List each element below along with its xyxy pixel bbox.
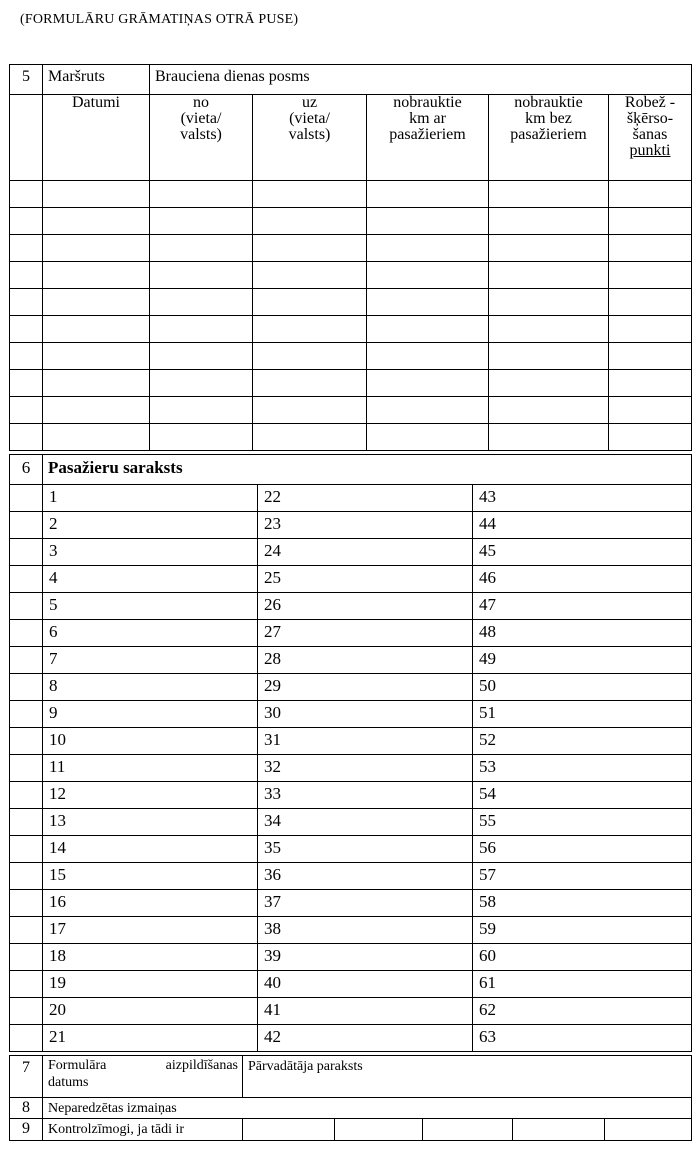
passenger-row-spacer [10, 539, 43, 566]
passenger-row [10, 539, 692, 566]
passenger-entry[interactable]: 12 [43, 782, 258, 809]
passenger-row [10, 863, 692, 890]
passenger-entry[interactable]: 28 [258, 647, 473, 674]
passenger-row-spacer [10, 728, 43, 755]
route-cell[interactable] [43, 235, 150, 262]
route-row [10, 235, 692, 262]
passenger-entry[interactable]: 39 [258, 944, 473, 971]
passenger-entry[interactable]: 18 [43, 944, 258, 971]
passenger-entry[interactable]: 10 [43, 728, 258, 755]
passenger-row-spacer [10, 836, 43, 863]
passenger-entry[interactable]: 33 [258, 782, 473, 809]
section-5-number: 5 [10, 65, 43, 95]
passenger-row [10, 944, 692, 971]
route-cell[interactable] [609, 343, 692, 370]
passenger-entry[interactable]: 6 [43, 620, 258, 647]
passenger-row-spacer [10, 1025, 43, 1052]
passenger-entry[interactable]: 9 [43, 701, 258, 728]
passenger-row-spacer [10, 755, 43, 782]
route-cell[interactable] [609, 208, 692, 235]
passenger-entry[interactable]: 53 [473, 755, 692, 782]
passenger-rows [10, 485, 692, 1052]
passenger-entry[interactable]: 25 [258, 566, 473, 593]
route-cell[interactable] [489, 343, 609, 370]
route-cell[interactable] [150, 289, 253, 316]
passenger-entry[interactable]: 24 [258, 539, 473, 566]
passenger-entry[interactable]: 50 [473, 674, 692, 701]
col-dates: Datumi [43, 95, 150, 181]
stamp-cell[interactable] [513, 1119, 605, 1141]
route-row [10, 424, 692, 451]
passenger-entry[interactable]: 37 [258, 890, 473, 917]
passenger-entry[interactable]: 1 [43, 485, 258, 512]
route-cell[interactable] [367, 397, 489, 424]
route-row [10, 208, 692, 235]
route-cell[interactable] [367, 235, 489, 262]
passenger-entry[interactable]: 26 [258, 593, 473, 620]
route-cell[interactable] [609, 370, 692, 397]
route-cell[interactable] [489, 235, 609, 262]
route-cell[interactable] [150, 424, 253, 451]
passenger-entry[interactable]: 54 [473, 782, 692, 809]
passenger-row [10, 647, 692, 674]
passenger-entry[interactable]: 44 [473, 512, 692, 539]
passenger-row [10, 701, 692, 728]
route-row-spacer [10, 343, 43, 370]
passenger-row [10, 998, 692, 1025]
passenger-row [10, 674, 692, 701]
passenger-row-spacer [10, 593, 43, 620]
route-cell[interactable] [253, 424, 367, 451]
passenger-entry[interactable]: 40 [258, 971, 473, 998]
passenger-entry[interactable]: 52 [473, 728, 692, 755]
route-cell[interactable] [367, 343, 489, 370]
passenger-entry[interactable]: 47 [473, 593, 692, 620]
route-row [10, 397, 692, 424]
stamp-cell[interactable] [335, 1119, 423, 1141]
passenger-entry[interactable]: 4 [43, 566, 258, 593]
passenger-entry[interactable]: 20 [43, 998, 258, 1025]
route-cell[interactable] [367, 370, 489, 397]
route-row [10, 370, 692, 397]
passenger-entry[interactable]: 41 [258, 998, 473, 1025]
passenger-entry[interactable]: 2 [43, 512, 258, 539]
route-cell[interactable] [609, 397, 692, 424]
passenger-entry[interactable]: 7 [43, 647, 258, 674]
route-cell[interactable] [489, 370, 609, 397]
passenger-row [10, 512, 692, 539]
unforeseen-changes-field[interactable]: Neparedzētas izmaiņas [43, 1098, 692, 1119]
passenger-row-spacer [10, 647, 43, 674]
fill-date-label: Formulāra aizpildīšanas datums [43, 1056, 243, 1098]
route-cell[interactable] [489, 397, 609, 424]
stamp-cell[interactable] [423, 1119, 513, 1141]
route-cell[interactable] [43, 181, 150, 208]
passenger-row [10, 917, 692, 944]
section-8-number: 8 [10, 1098, 43, 1119]
route-cell[interactable] [150, 343, 253, 370]
route-label: Maršruts [43, 65, 150, 95]
route-cell[interactable] [150, 235, 253, 262]
passenger-row-spacer [10, 971, 43, 998]
passenger-entry[interactable]: 48 [473, 620, 692, 647]
passenger-entry[interactable]: 45 [473, 539, 692, 566]
passenger-entry[interactable]: 59 [473, 917, 692, 944]
route-cell[interactable] [489, 262, 609, 289]
passenger-entry[interactable]: 57 [473, 863, 692, 890]
passenger-entry[interactable]: 58 [473, 890, 692, 917]
passenger-entry[interactable]: 5 [43, 593, 258, 620]
passenger-row-spacer [10, 512, 43, 539]
route-cell[interactable] [489, 424, 609, 451]
passenger-row-spacer [10, 890, 43, 917]
route-row-spacer [10, 208, 43, 235]
passenger-entry[interactable]: 60 [473, 944, 692, 971]
passenger-entry[interactable]: 11 [43, 755, 258, 782]
route-cell[interactable] [609, 424, 692, 451]
passenger-row [10, 782, 692, 809]
route-cell[interactable] [253, 316, 367, 343]
passenger-row [10, 809, 692, 836]
passenger-entry[interactable]: 51 [473, 701, 692, 728]
route-cell[interactable] [253, 208, 367, 235]
passenger-row-spacer [10, 674, 43, 701]
route-cell[interactable] [150, 208, 253, 235]
passenger-row [10, 1025, 692, 1052]
route-cell[interactable] [150, 397, 253, 424]
route-row [10, 181, 692, 208]
page-title: (FORMULĀRU GRĀMATIŅAS OTRĀ PUSE) [20, 12, 299, 27]
passenger-entry[interactable]: 62 [473, 998, 692, 1025]
route-cell[interactable] [609, 235, 692, 262]
passenger-list-title: Pasažieru saraksts [43, 455, 692, 485]
passenger-entry[interactable]: 46 [473, 566, 692, 593]
passenger-entry[interactable]: 16 [43, 890, 258, 917]
passenger-entry[interactable]: 27 [258, 620, 473, 647]
route-cell[interactable] [609, 181, 692, 208]
route-cell[interactable] [43, 262, 150, 289]
passenger-row [10, 620, 692, 647]
route-cell[interactable] [367, 316, 489, 343]
route-cell[interactable] [43, 208, 150, 235]
col-to: uz (vieta/ valsts) [253, 95, 367, 181]
route-cell[interactable] [489, 289, 609, 316]
passenger-row [10, 728, 692, 755]
route-cell[interactable] [253, 181, 367, 208]
passenger-row-spacer [10, 701, 43, 728]
passenger-entry[interactable]: 56 [473, 836, 692, 863]
route-cell[interactable] [367, 424, 489, 451]
route-row-spacer [10, 397, 43, 424]
header-spacer [10, 95, 43, 181]
route-cell[interactable] [367, 208, 489, 235]
route-row [10, 262, 692, 289]
route-cell[interactable] [367, 181, 489, 208]
passenger-entry[interactable]: 36 [258, 863, 473, 890]
passenger-row-spacer [10, 782, 43, 809]
route-row-spacer [10, 262, 43, 289]
passenger-entry[interactable]: 38 [258, 917, 473, 944]
route-cell[interactable] [253, 397, 367, 424]
passenger-row [10, 836, 692, 863]
passenger-row [10, 485, 692, 512]
route-cell[interactable] [489, 316, 609, 343]
route-row-spacer [10, 235, 43, 262]
route-cell[interactable] [150, 316, 253, 343]
route-rows [10, 181, 692, 451]
passenger-row-spacer [10, 944, 43, 971]
passenger-entry[interactable]: 22 [258, 485, 473, 512]
passenger-entry[interactable]: 14 [43, 836, 258, 863]
route-cell[interactable] [43, 424, 150, 451]
route-row-spacer [10, 424, 43, 451]
stamp-cell[interactable] [605, 1119, 692, 1141]
route-cell[interactable] [43, 397, 150, 424]
passenger-table [9, 454, 692, 1052]
passenger-entry[interactable]: 35 [258, 836, 473, 863]
passenger-row-spacer [10, 917, 43, 944]
passenger-row [10, 971, 692, 998]
route-cell[interactable] [367, 289, 489, 316]
route-row-spacer [10, 181, 43, 208]
route-cell[interactable] [489, 208, 609, 235]
route-row [10, 289, 692, 316]
route-cell[interactable] [609, 262, 692, 289]
stamp-cell[interactable] [243, 1119, 335, 1141]
route-cell[interactable] [609, 316, 692, 343]
passenger-row [10, 593, 692, 620]
passenger-row-spacer [10, 809, 43, 836]
footer-table [9, 1055, 692, 1141]
route-row [10, 316, 692, 343]
route-cell[interactable] [150, 262, 253, 289]
passenger-row-spacer [10, 566, 43, 593]
passenger-entry[interactable]: 31 [258, 728, 473, 755]
passenger-entry[interactable]: 61 [473, 971, 692, 998]
route-cell[interactable] [43, 289, 150, 316]
passenger-entry[interactable]: 30 [258, 701, 473, 728]
passenger-entry[interactable]: 63 [473, 1025, 692, 1052]
passenger-entry[interactable]: 21 [43, 1025, 258, 1052]
col-km-without-passengers: nobrauktie km bez pasažieriem [489, 95, 609, 181]
passenger-row [10, 890, 692, 917]
passenger-row-spacer [10, 620, 43, 647]
passenger-entry[interactable]: 17 [43, 917, 258, 944]
passenger-row-spacer [10, 485, 43, 512]
route-cell[interactable] [253, 343, 367, 370]
passenger-row-spacer [10, 998, 43, 1025]
route-cell[interactable] [43, 316, 150, 343]
route-row [10, 343, 692, 370]
route-row-spacer [10, 289, 43, 316]
passenger-entry[interactable]: 43 [473, 485, 692, 512]
route-cell[interactable] [253, 262, 367, 289]
route-cell[interactable] [489, 181, 609, 208]
route-cell[interactable] [253, 235, 367, 262]
col-from: no (vieta/ valsts) [150, 95, 253, 181]
route-cell[interactable] [367, 262, 489, 289]
section-9-number: 9 [10, 1119, 43, 1141]
passenger-row-spacer [10, 863, 43, 890]
passenger-entry[interactable]: 19 [43, 971, 258, 998]
passenger-entry[interactable]: 15 [43, 863, 258, 890]
route-cell[interactable] [253, 289, 367, 316]
route-cell[interactable] [150, 370, 253, 397]
control-stamps-label: Kontrolzīmogi, ja tādi ir [43, 1119, 243, 1141]
passenger-entry[interactable]: 55 [473, 809, 692, 836]
route-cell[interactable] [150, 181, 253, 208]
passenger-row [10, 566, 692, 593]
passenger-entry[interactable]: 29 [258, 674, 473, 701]
passenger-entry[interactable]: 32 [258, 755, 473, 782]
section-6-number: 6 [10, 455, 43, 485]
route-cell[interactable] [609, 289, 692, 316]
route-cell[interactable] [43, 370, 150, 397]
route-cell[interactable] [43, 343, 150, 370]
passenger-row [10, 755, 692, 782]
route-table [9, 64, 692, 451]
carrier-signature-field[interactable]: Pārvadātāja paraksts [243, 1056, 692, 1098]
passenger-entry[interactable]: 42 [258, 1025, 473, 1052]
passenger-entry[interactable]: 34 [258, 809, 473, 836]
col-km-with-passengers: nobrauktie km ar pasažieriem [367, 95, 489, 181]
col-border-crossings: Robež - šķērso- šanas punkti [609, 95, 692, 181]
route-cell[interactable] [253, 370, 367, 397]
passenger-entry[interactable]: 13 [43, 809, 258, 836]
passenger-entry[interactable]: 23 [258, 512, 473, 539]
route-row-spacer [10, 370, 43, 397]
passenger-entry[interactable]: 8 [43, 674, 258, 701]
segment-label: Brauciena dienas posms [150, 65, 692, 95]
passenger-entry[interactable]: 3 [43, 539, 258, 566]
section-7-number: 7 [10, 1056, 43, 1098]
route-row-spacer [10, 316, 43, 343]
passenger-entry[interactable]: 49 [473, 647, 692, 674]
